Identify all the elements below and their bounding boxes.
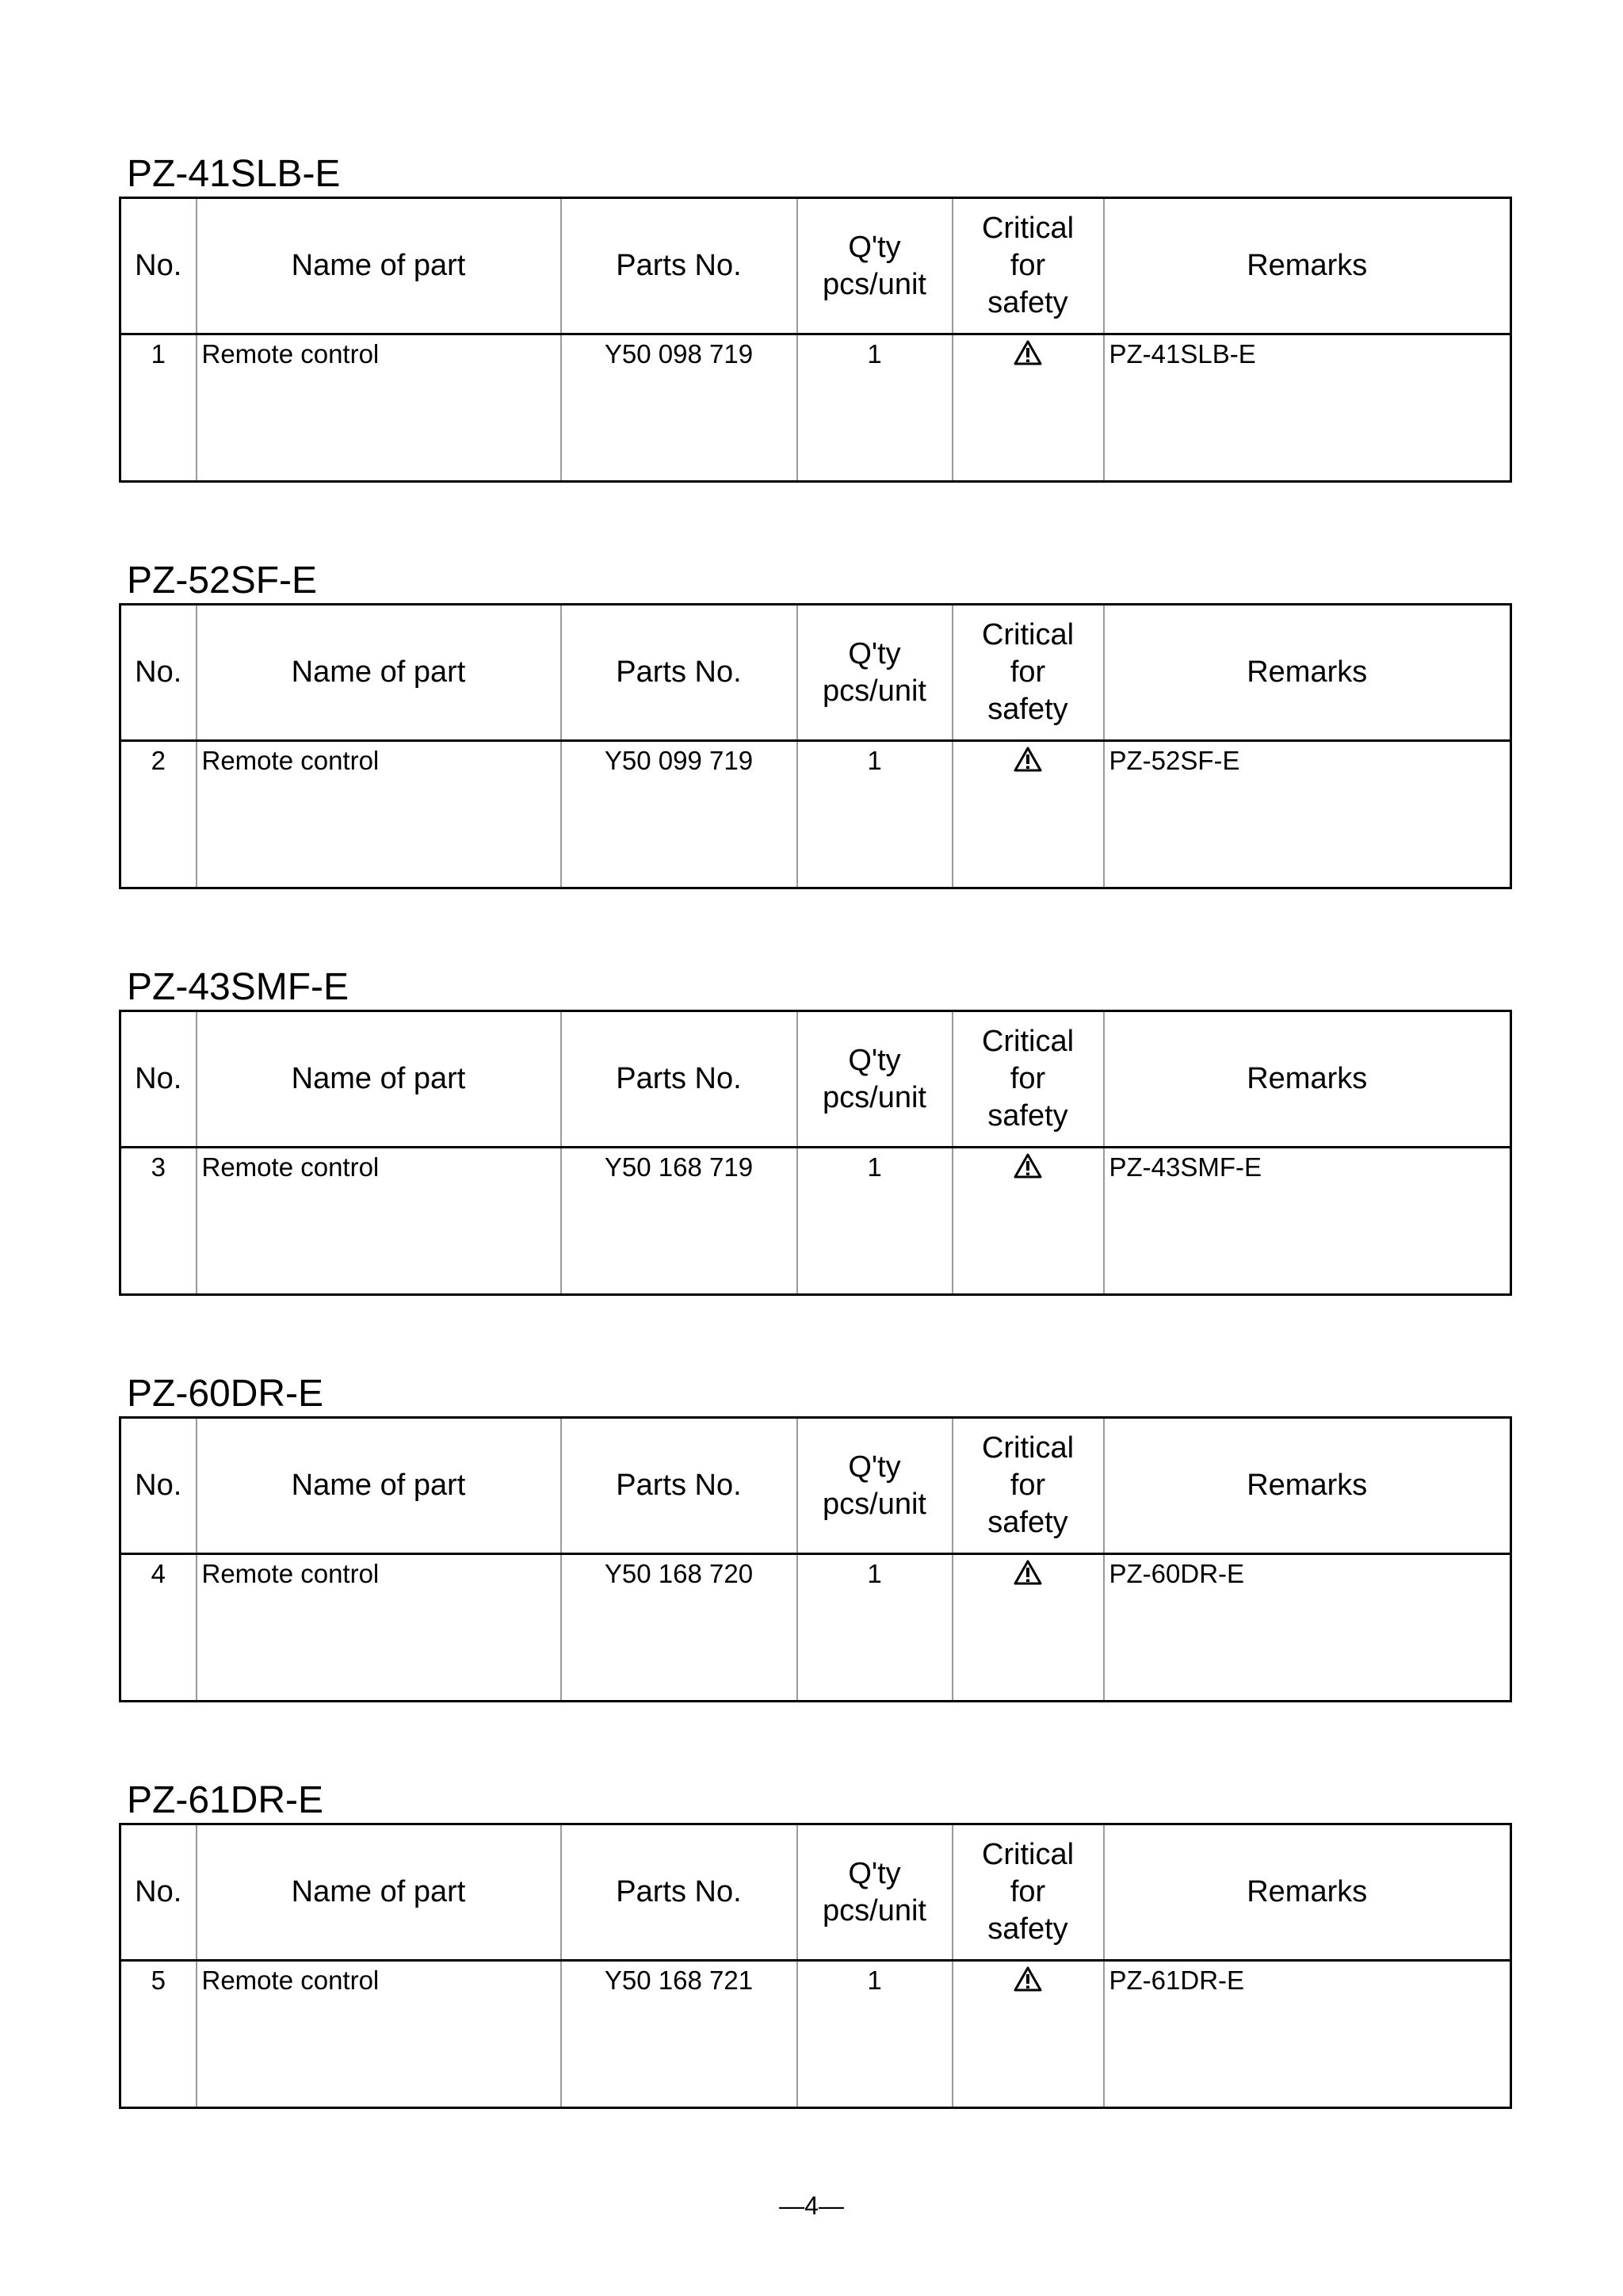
- header-remarks: Remarks: [1104, 1011, 1511, 1148]
- header-critical-for-safety: Critical for safety: [953, 198, 1104, 334]
- cell-no: 3: [120, 1148, 197, 1295]
- table-header-row: [120, 1418, 1511, 1554]
- header-name-of-part: Name of part: [197, 605, 561, 741]
- cell-remarks: PZ-41SLB-E: [1104, 334, 1511, 482]
- table-row: [120, 1961, 1511, 2108]
- table-row: [120, 1554, 1511, 1702]
- warning-triangle-icon: [1014, 1153, 1042, 1179]
- header-name-of-part: Name of part: [197, 1418, 561, 1554]
- cell-name-of-part: Remote control: [197, 1148, 561, 1295]
- parts-section: [119, 968, 1512, 1296]
- cell-critical: [953, 1961, 1104, 2108]
- cell-critical: [953, 1554, 1104, 1702]
- model-title: PZ-61DR-E: [127, 1779, 324, 1821]
- cell-name-of-part: Remote control: [197, 1554, 561, 1702]
- cell-qty: 1: [797, 1554, 953, 1702]
- parts-table: [119, 1010, 1512, 1296]
- header-no: No.: [120, 1418, 197, 1554]
- header-qty: Q'ty pcs/unit: [797, 605, 953, 741]
- header-no: No.: [120, 1824, 197, 1961]
- header-name-of-part: Name of part: [197, 198, 561, 334]
- warning-triangle-icon: [1014, 1560, 1042, 1585]
- cell-qty: 1: [797, 741, 953, 888]
- header-critical-for-safety: Critical for safety: [953, 605, 1104, 741]
- cell-remarks: PZ-60DR-E: [1104, 1554, 1511, 1702]
- page-number: —4—: [779, 2191, 844, 2220]
- header-parts-no: Parts No.: [561, 1011, 797, 1148]
- parts-section: [119, 1779, 1512, 2109]
- header-parts-no: Parts No.: [561, 1824, 797, 1961]
- cell-qty: 1: [797, 1961, 953, 2108]
- cell-critical: [953, 1148, 1104, 1295]
- cell-no: 4: [120, 1554, 197, 1702]
- warning-triangle-icon: [1014, 340, 1042, 365]
- header-critical-for-safety: Critical for safety: [953, 1824, 1104, 1961]
- table-header-row: [120, 1011, 1511, 1148]
- cell-critical: [953, 741, 1104, 888]
- cell-name-of-part: Remote control: [197, 741, 561, 888]
- header-parts-no: Parts No.: [561, 198, 797, 334]
- cell-no: 5: [120, 1961, 197, 2108]
- parts-table: [119, 1823, 1512, 2109]
- parts-table: [119, 603, 1512, 889]
- header-qty: Q'ty pcs/unit: [797, 1824, 953, 1961]
- header-parts-no: Parts No.: [561, 1418, 797, 1554]
- cell-parts-no: Y50 168 721: [561, 1961, 797, 2108]
- table-header-row: [120, 1824, 1511, 1961]
- cell-qty: 1: [797, 1148, 953, 1295]
- model-title: PZ-41SLB-E: [127, 153, 341, 195]
- table-header-row: [120, 605, 1511, 741]
- cell-remarks: PZ-61DR-E: [1104, 1961, 1511, 2108]
- header-no: No.: [120, 198, 197, 334]
- model-title: PZ-60DR-E: [127, 1373, 324, 1415]
- header-critical-for-safety: Critical for safety: [953, 1418, 1104, 1554]
- header-qty: Q'ty pcs/unit: [797, 1011, 953, 1148]
- cell-parts-no: Y50 168 720: [561, 1554, 797, 1702]
- table-row: [120, 1148, 1511, 1295]
- cell-remarks: PZ-43SMF-E: [1104, 1148, 1511, 1295]
- header-name-of-part: Name of part: [197, 1824, 561, 1961]
- header-parts-no: Parts No.: [561, 605, 797, 741]
- cell-name-of-part: Remote control: [197, 334, 561, 482]
- table-header-row: [120, 198, 1511, 334]
- header-qty: Q'ty pcs/unit: [797, 198, 953, 334]
- warning-triangle-icon: [1014, 747, 1042, 772]
- model-title: PZ-43SMF-E: [127, 966, 349, 1008]
- cell-name-of-part: Remote control: [197, 1961, 561, 2108]
- header-remarks: Remarks: [1104, 605, 1511, 741]
- cell-no: 2: [120, 741, 197, 888]
- table-row: [120, 334, 1511, 482]
- header-remarks: Remarks: [1104, 1418, 1511, 1554]
- parts-section: [119, 155, 1512, 483]
- header-qty: Q'ty pcs/unit: [797, 1418, 953, 1554]
- parts-section: [119, 562, 1512, 889]
- cell-remarks: PZ-52SF-E: [1104, 741, 1511, 888]
- parts-table: [119, 197, 1512, 483]
- parts-table: [119, 1416, 1512, 1702]
- header-no: No.: [120, 605, 197, 741]
- parts-section: [119, 1375, 1512, 1702]
- cell-qty: 1: [797, 334, 953, 482]
- model-title: PZ-52SF-E: [127, 560, 318, 602]
- header-no: No.: [120, 1011, 197, 1148]
- table-row: [120, 741, 1511, 888]
- header-name-of-part: Name of part: [197, 1011, 561, 1148]
- header-remarks: Remarks: [1104, 1824, 1511, 1961]
- cell-no: 1: [120, 334, 197, 482]
- cell-parts-no: Y50 099 719: [561, 741, 797, 888]
- header-critical-for-safety: Critical for safety: [953, 1011, 1104, 1148]
- cell-parts-no: Y50 168 719: [561, 1148, 797, 1295]
- cell-critical: [953, 334, 1104, 482]
- warning-triangle-icon: [1014, 1966, 1042, 1992]
- header-remarks: Remarks: [1104, 198, 1511, 334]
- cell-parts-no: Y50 098 719: [561, 334, 797, 482]
